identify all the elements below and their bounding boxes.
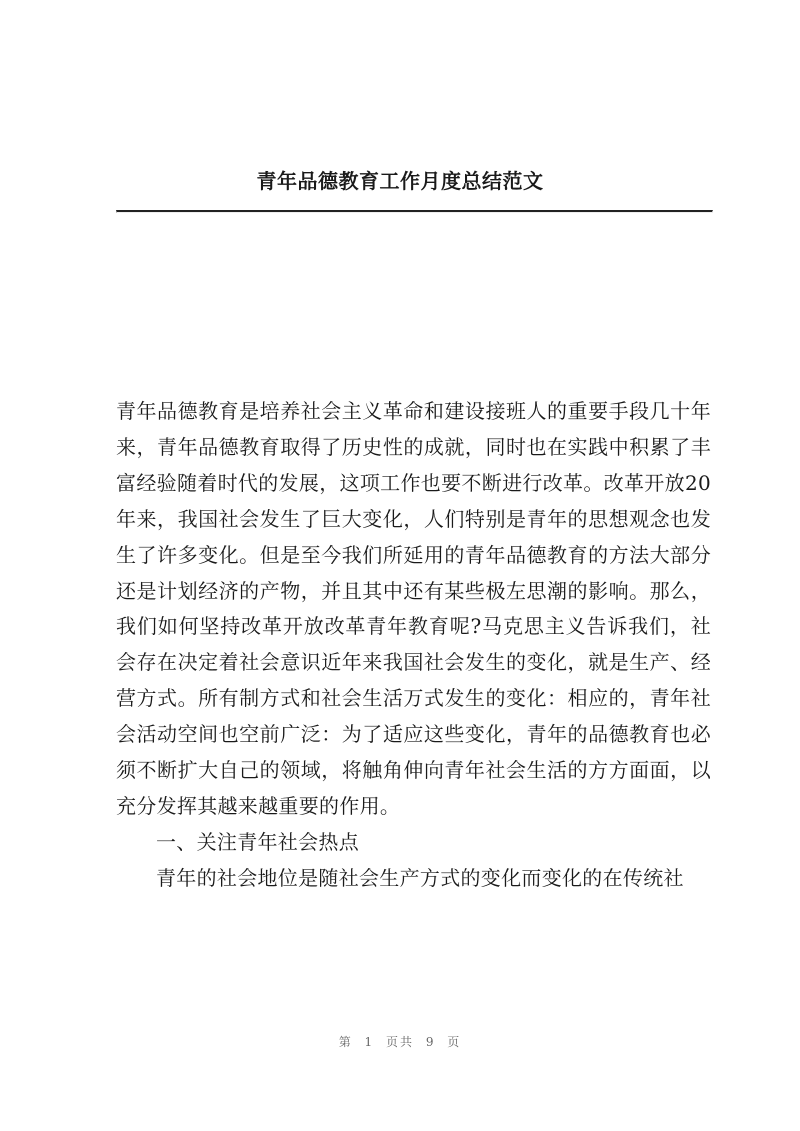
page-number: 第 1 页共 9 页 [338,1035,462,1049]
section-heading: 一、关注青年社会热点 [156,829,359,854]
body-paragraph: 青年的社会地位是随社会生产方式的变化而变化的在传统社 [156,865,684,890]
body-paragraph: 青年品德教育是培养社会主义革命和建设接班人的重要手段几十年来，青年品德教育取得了历史性的成就，同时也在实践中积累了丰富经验随着时代的发展，这项工作也要不断进行改革。改革开放20年来，我国社会发生了巨大变化，人们特别是青年的思想观念也发生了许多变化。但是至今我们所延用的青年品德教育的方法大部分还是计划经济的产物，并且其中还有某些极左思潮的影响。那么，我们如何坚持改革开放改革青年教育呢?马克思主义告诉我们，社会存在决定着社会意识近年来我国社会发生的变化，就是生产、经营方式。所有制方式和社会生活万式发生的变化：相应的，青年社会活动空间也空前广泛：为了适应这些变化，青年的品德教育也必须不断扩大自己的领域，将触角伸向青年社会生活的方方面面，以充分发挥其越来越重要的作用。 [116,399,711,818]
page-title: 青年品德教育工作月度总结范文 [256,169,544,193]
document-body [116,394,711,897]
title-underline [116,210,713,213]
